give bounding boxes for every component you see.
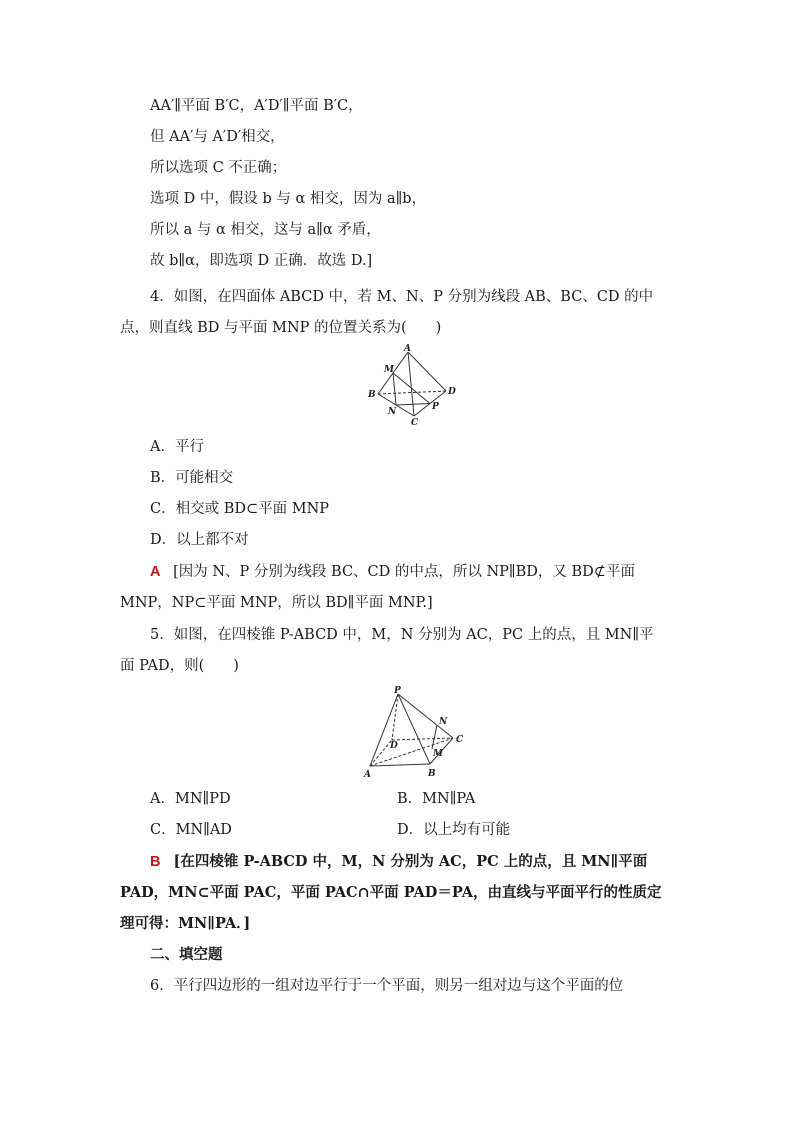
q4-stem-line-2: 点，则直线 BD 与平面 MNP 的位置关系为( ) [120,320,442,336]
q4-option-b: B．可能相交 [150,470,234,486]
solution-line-3: 所以选项 C 不正确； [150,160,287,176]
solution-line-5: 所以 a 与 α 相交，这与 a∥α 矛盾， [150,222,381,238]
section-heading: 二、填空题 [150,946,223,963]
label-N: N [388,407,397,417]
q4-stem-line-1: 4．如图，在四面体 ABCD 中，若 M、N、P 分别为线段 AB、BC、CD 的中 [150,289,654,305]
q4-solution-text-1: [因为 N、P 分别为线段 BC、CD 的中点，所以 NP∥BD，又 BD⊄平面 [173,564,635,580]
edge-PB [398,694,430,764]
solution-line-1: AA′∥平面 B′C，A′D′∥平面 B′C， [150,98,363,114]
q5-option-b: B．MN∥PA [397,791,476,807]
label-C: C [411,418,419,426]
label-N: N [439,717,448,727]
edge-PC [398,694,453,738]
pyramid-figure [358,684,468,780]
solution-line-6: 故 b∥α，即选项 D 正确．故选 D.] [150,253,373,269]
q5-option-c: C．MN∥AD [150,822,232,838]
q4-option-c: C．相交或 BD⊂平面 MNP [150,501,330,517]
segment-MN [393,373,396,405]
q5-answer-letter: B [150,854,161,870]
q4-solution-line-1 [150,562,635,582]
edge-AB [370,764,430,766]
tetrahedron-figure [362,344,462,426]
label-P: P [432,402,439,412]
q5-option-d: D．以上均有可能 [397,822,511,838]
label-M: M [433,749,443,759]
label-D: D [390,741,398,751]
q5-option-a: A．MN∥PD [150,791,231,807]
segment-MN [432,725,437,749]
segment-MP [393,373,430,404]
q4-option-a: A．平行 [150,439,204,455]
label-A: A [364,770,371,780]
solution-line-4: 选项 D 中，假设 b 与 α 相交，因为 a∥b， [150,191,427,207]
label-B: B [368,390,376,400]
label-P: P [394,686,401,696]
q5-stem-line-2: 面 PAD，则( ) [120,658,239,674]
label-M: M [384,365,394,375]
q4-answer-letter: A [150,564,161,580]
label-C: C [456,735,464,745]
q4-solution-line-2: MNP，NP⊂平面 MNP，所以 BD∥平面 MNP.] [120,595,433,611]
q6-stem-line-1: 6．平行四边形的一组对边平行于一个平面，则另一组对边与这个平面的位 [150,978,624,994]
q4-option-d: D．以上都不对 [150,532,249,548]
edge-AC [408,352,414,416]
label-B: B [428,769,436,779]
label-D: D [448,387,456,397]
q5-solution-text-1: [在四棱锥 P-ABCD 中，M，N 分别为 AC，PC 上的点，且 MN∥平面 [173,853,648,870]
edge-AD [408,352,446,391]
edge-DC-hidden [392,738,453,740]
label-A: A [404,344,411,354]
solution-line-2: 但 AA′与 A′D′相交， [150,129,285,145]
q5-stem-line-1: 5．如图，在四棱锥 P-ABCD 中，M，N 分别为 AC，PC 上的点，且 MN∥平 [150,627,654,643]
q5-solution-line-2: PAD，MN⊂平面 PAC，平面 PAC∩平面 PAD＝PA，由直线与平面平行的性质定 [120,884,662,901]
q5-solution-line-1 [150,852,647,872]
q5-solution-line-3: 理可得：MN∥PA．] [120,915,251,932]
